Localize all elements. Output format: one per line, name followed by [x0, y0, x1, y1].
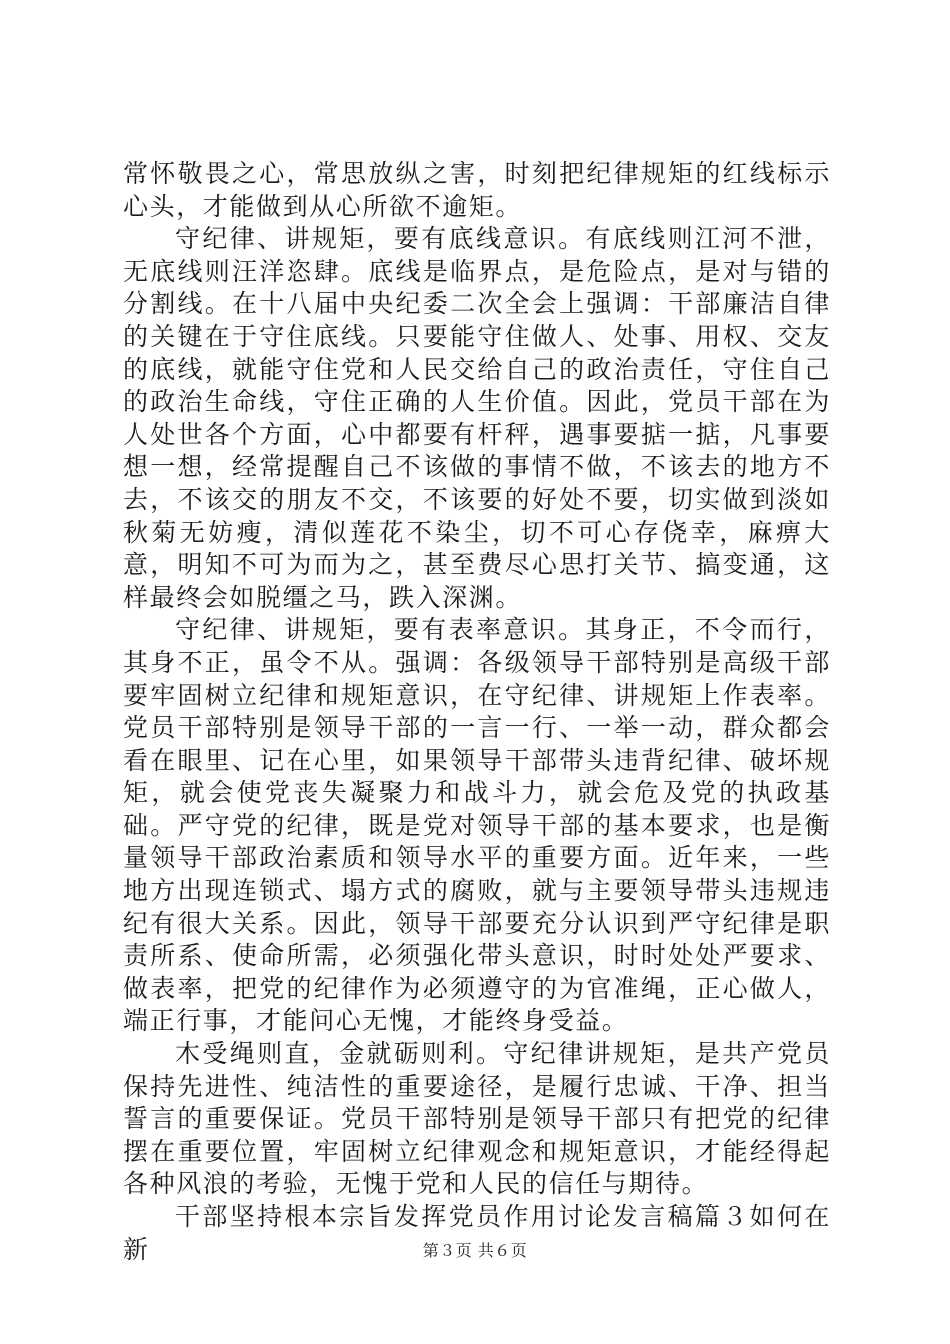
paragraph-2: 守纪律、讲规矩，要有底线意识。有底线则江河不泄，无底线则汪洋恣肆。底线是临界点，是危险点，是对与错的分割线。在十八届中央纪委二次全会上强调：干部廉洁自律的关键在于守住底线。只要能守住做人、处事、用权、交友的底线，就能守住党和人民交给自己的政治责任，守住自己的政治生命线，守住正确的人生价值。因此，党员干部在为人处世各个方面，心中都要有杆秤，遇事要掂一掂，凡事要想一想，经常提醒自己不该做的事情不做，不该去的地方不去，不该交的朋友不交，不该要的好处不要，切实做到淡如秋菊无妨瘦，清似莲花不染尘，切不可心存侥幸，麻痹大意，明知不可为而为之，甚至费尽心思打关节、搞变通，这样最终会如脱缰之马，跌入深渊。 — [123, 224, 831, 612]
paragraph-4: 木受绳则直，金就砺则利。守纪律讲规矩，是共产党员保持先进性、纯洁性的重要途径，是履行忠诚、干净、担当誓言的重要保证。党员干部特别是领导干部只有把党的纪律摆在重要位置，牢固树立纪律观念和规矩意识，才能经得起各种风浪的考验，无愧于党和人民的信任与期待。 — [123, 1039, 831, 1199]
paragraph-3: 守纪律、讲规矩，要有表率意识。其身正，不令而行，其身不正，虽令不从。强调：各级领导干部特别是高级干部要牢固树立纪律和规矩意识，在守纪律、讲规矩上作表率。党员干部特别是领导干部的一言一行、一举一动，群众都会看在眼里、记在心里，如果领导干部带头违背纪律、破坏规矩，就会使党丧失凝聚力和战斗力，就会危及党的执政基础。严守党的纪律，既是党对领导干部的基本要求，也是衡量领导干部政治素质和领导水平的重要方面。近年来，一些地方出现连锁式、塌方式的腐败，就与主要领导带头违规违纪有很大关系。因此，领导干部要充分认识到严守纪律是职责所系、使命所需，必须强化带头意识，时时处处严要求、做表率，把党的纪律作为必须遵守的为官准绳，正心做人，端正行事，才能问心无愧，才能终身受益。 — [123, 615, 831, 1036]
paragraph-5: 干部坚持根本宗旨发挥党员作用讨论发言稿篇３如何在新 — [123, 1202, 831, 1264]
document-body — [123, 158, 831, 1266]
paragraph-1: 常怀敬畏之心，常思放纵之害，时刻把纪律规矩的红线标示心头，才能做到从心所欲不逾矩。 — [123, 159, 831, 221]
page-number-label: 第３页 共６页 — [422, 1241, 528, 1260]
page-footer — [0, 1238, 950, 1261]
